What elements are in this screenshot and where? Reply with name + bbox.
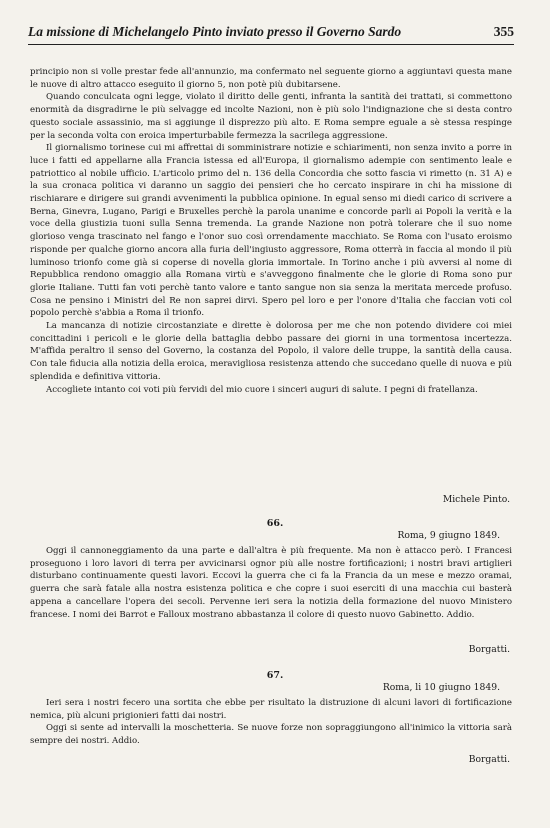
paragraph: Quando conculcata ogni legge, violato il diritto delle genti, infranta la santità dei trattati, si commettono enormità da disgradirne le più selvagge ed incolte Nazioni, non è più solo l'indignazione che si desta contro questo sociale assassinio, ma si aggiunge il disprezzo più alto. E Roma sempre eguale a sè stessa respinge per la seconda volta con eroica imperturbabile fermezza la sacrilega aggressione.	[30, 92, 512, 141]
paragraph: Accogliete intanto coi voti più fervidi del mio cuore i sinceri auguri di salute. I pegni di fratellanza.	[46, 384, 478, 395]
letter-date: Roma, 9 giugno 1849.	[397, 530, 500, 541]
letter-65-body	[30, 66, 512, 396]
page-number: 355	[493, 24, 514, 39]
signature: Borgatti.	[468, 644, 510, 655]
letter-number: 66.	[266, 518, 284, 529]
paragraph: principio non si volle prestar fede all'annunzio, ma confermato nel seguente giorno a aggiuntavi questa mane le nuove di altro attacco eseguito il giorno 5, non potè più dubitarsene.	[30, 67, 512, 90]
letter-67-body	[30, 697, 512, 748]
running-header	[28, 22, 514, 45]
paragraph: Il giornalismo torinese cui mi affrettai di somministrare notizie e schiarimenti, non senza invito a porre in luce i fatti ed appellarne alla Francia istessa ed all'Europa, il giornalismo adempie con sentimento leale e patriottico al nobile ufficio. L'articolo primo del n. 136 della Concordia che sotto fascia vi rimetto (n. 31 A) e la sua cronaca politica vi daranno un saggio dei pensieri che ho cercato inspirare in chi ha missione di rischiarare e dirigere sui grandi avvenimenti la pubblica opinione. In egual senso mi diedi carico di scrivere a Berna, Ginevra, Lugano, Parigi e Bruxelles perchè la parola unanime e concorde parli ai Popoli la verità e la voce della giustizia tuoni sulla Senna tremenda. La grande Nazione non potrà tolerare che il suo nome glorioso venga trascinato nel fango e l'onor suo così orrendamente macchiato. Se Roma con l'usato eroismo risponde per qualche giorno ancora alla furia dell'ingiusto aggressore, Roma otterrà in faccia al mondo il più luminoso trionfo come già si coperse di novella gloria immortale. In Torino anche i più avversi al nome di Repubblica rendono omaggio alla Romana virtù e s'avveggono finalmente che le glorie di Roma sono pur glorie Italiane. Tutti fan voti perchè tanto valore e tanto sangue non sia senza la meritata mercede profuso. Cosa ne pensino i Ministri del Re non saprei dirvi. Spero pel loro e per l'onore d'Italia che faccian voti col popolo perchè s'abbia a Roma il trionfo.	[30, 143, 512, 319]
paragraph: Ieri sera i nostri fecero una sortita che ebbe per risultato la distruzione di alcuni lavori di fortificazione nemica, più alcuni prigionieri fatti dai nostri.	[30, 698, 512, 721]
signature: Michele Pinto.	[442, 494, 510, 505]
running-title: La missione di Michelangelo Pinto inviato presso il Governo Sardo	[28, 24, 402, 39]
letter-number: 67.	[266, 670, 284, 681]
paragraph: Oggi si sente ad intervalli la moschetteria. Se nuove forze non sopraggiungono all'inimico la vittoria sarà sempre dei nostri. Addio.	[30, 723, 512, 747]
paragraph: Oggi il cannoneggiamento da una parte e dall'altra è più frequente. Ma non è attacco però. I Francesi proseguono i loro lavori di terra per avvicinarsi ognor più alle nostre fortificazioni; i nostri bravi artiglieri disturbano continuamente questi lavori. Eccovi la guerra che ci fa la Francia da un mese e mezzo oramai, guerra che sarà fatale alla nostra esistenza politica e che copre i suoi eserciti di una macchia cui basterà appena a cancellare l'opera dei secoli. Pervenne ieri sera la notizia della formazione del nuovo Ministero francese. I nomi dei Barrot e Falloux mostrano abbastanza il colore di questo nuovo Gabinetto. Addio.	[30, 546, 512, 620]
signature: Borgatti.	[468, 754, 510, 765]
paragraph: La mancanza di notizie circostanziate e dirette è dolorosa per me che non potendo dividere coi miei concittadini i pericoli e le glorie della battaglia debbo passare dei giorni in una tormentosa incertezza. M'affida peraltro il senso del Governo, la costanza del Popolo, il valore delle truppe, la santità della causa. Con tale fiducia alla notizia della eroica, meravigliosa resistenza attendo che succedano quelle di nuova e più splendida e definitiva vittoria.	[30, 321, 512, 382]
letter-66-body	[30, 545, 512, 621]
letter-date: Roma, li 10 giugno 1849.	[382, 682, 500, 693]
